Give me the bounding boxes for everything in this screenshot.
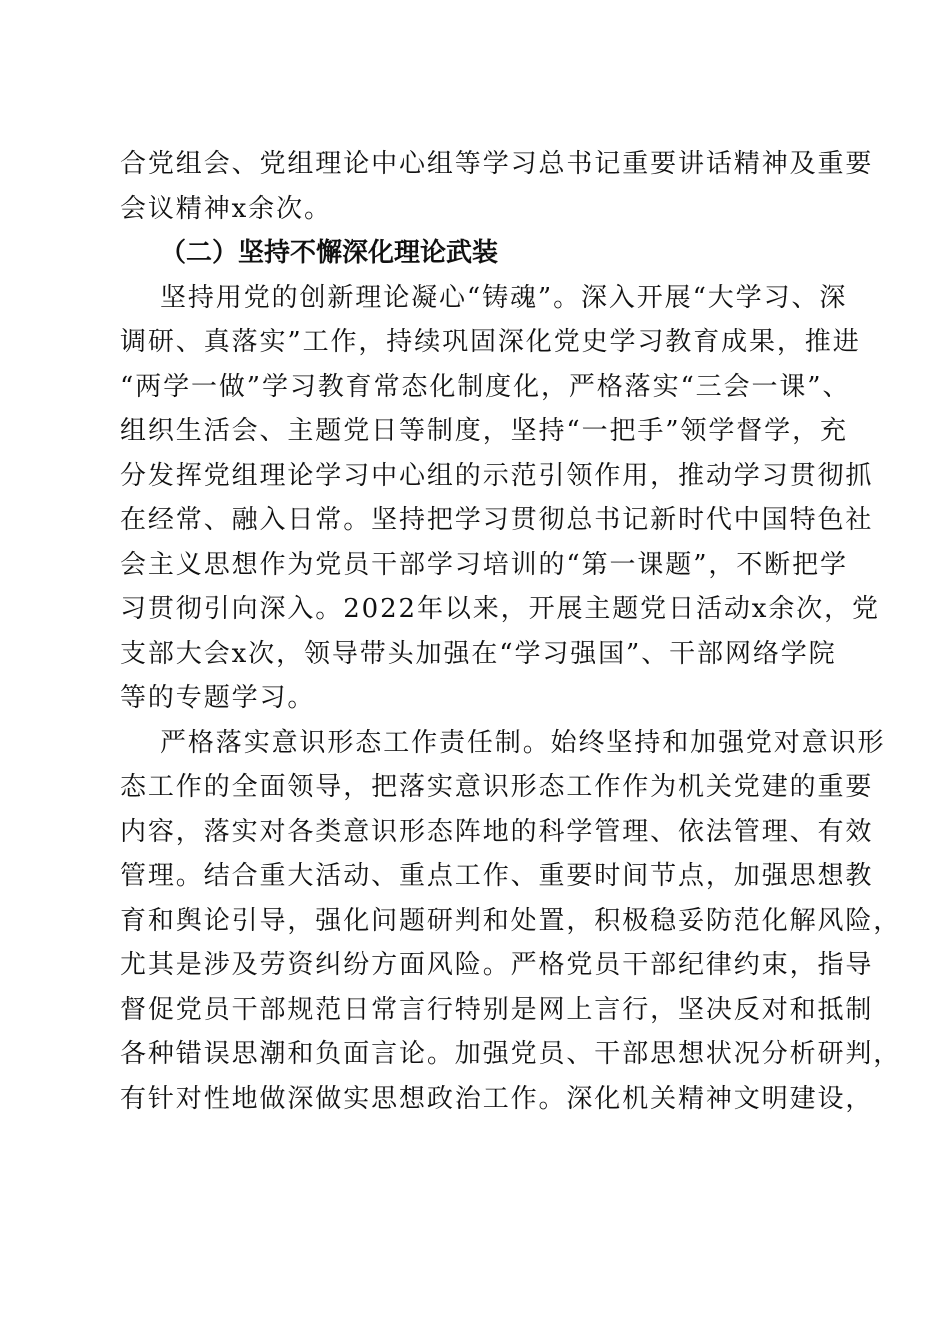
paragraph-line: 会主义思想作为党员干部学习培训的“第一课题”，不断把学 xyxy=(120,550,848,580)
paragraph-line: 各种错误思潮和负面言论。加强党员、干部思想状况分析研判， xyxy=(120,1039,902,1069)
paragraph-line: 严格落实意识形态工作责任制。始终坚持和加强党对意识形 xyxy=(160,728,886,758)
paragraph-line: 管理。结合重大活动、重点工作、重要时间节点，加强思想教 xyxy=(120,861,874,891)
paragraph-line: 会议精神x余次。 xyxy=(120,194,332,224)
paragraph-line: 合党组会、党组理论中心组等学习总书记重要讲话精神及重要 xyxy=(120,149,874,179)
paragraph-line: “两学一做”学习教育常态化制度化，严格落实“三会一课”、 xyxy=(120,372,851,402)
paragraph-line: 态工作的全面领导，把落实意识形态工作作为机关党建的重要 xyxy=(120,772,874,802)
paragraph-line: 支部大会x次，领导带头加强在“学习强国”、干部网络学院 xyxy=(120,639,837,669)
paragraph-line: 坚持用党的创新理论凝心“铸魂”。深入开展“大学习、深 xyxy=(160,283,848,313)
paragraph-line: 调研、真落实”工作，持续巩固深化党史学习教育成果，推进 xyxy=(120,327,861,357)
paragraph-line: 有针对性地做深做实思想政治工作。深化机关精神文明建设， xyxy=(120,1084,874,1114)
paragraph-line: 在经常、融入日常。坚持把学习贯彻总书记新时代中国特色社 xyxy=(120,505,874,535)
paragraph-line: 分发挥党组理论学习中心组的示范引领作用，推动学习贯彻抓 xyxy=(120,461,874,491)
paragraph-line: 督促党员干部规范日常言行特别是网上言行，坚决反对和抵制 xyxy=(120,995,874,1025)
paragraph-line: 内容，落实对各类意识形态阵地的科学管理、依法管理、有效 xyxy=(120,817,874,847)
paragraph-line: 习贯彻引向深入。2022年以来，开展主题党日活动x余次，党 xyxy=(120,594,880,624)
paragraph-line: 尤其是涉及劳资纠纷方面风险。严格党员干部纪律约束，指导 xyxy=(120,950,874,980)
paragraph-line: 育和舆论引导，强化问题研判和处置，积极稳妥防范化解风险， xyxy=(120,906,902,936)
paragraph-line: 等的专题学习。 xyxy=(120,683,316,713)
paragraph-line: 组织生活会、主题党日等制度，坚持“一把手”领学督学，充 xyxy=(120,416,848,446)
section-heading: （二）坚持不懈深化理论武装 xyxy=(160,238,499,268)
